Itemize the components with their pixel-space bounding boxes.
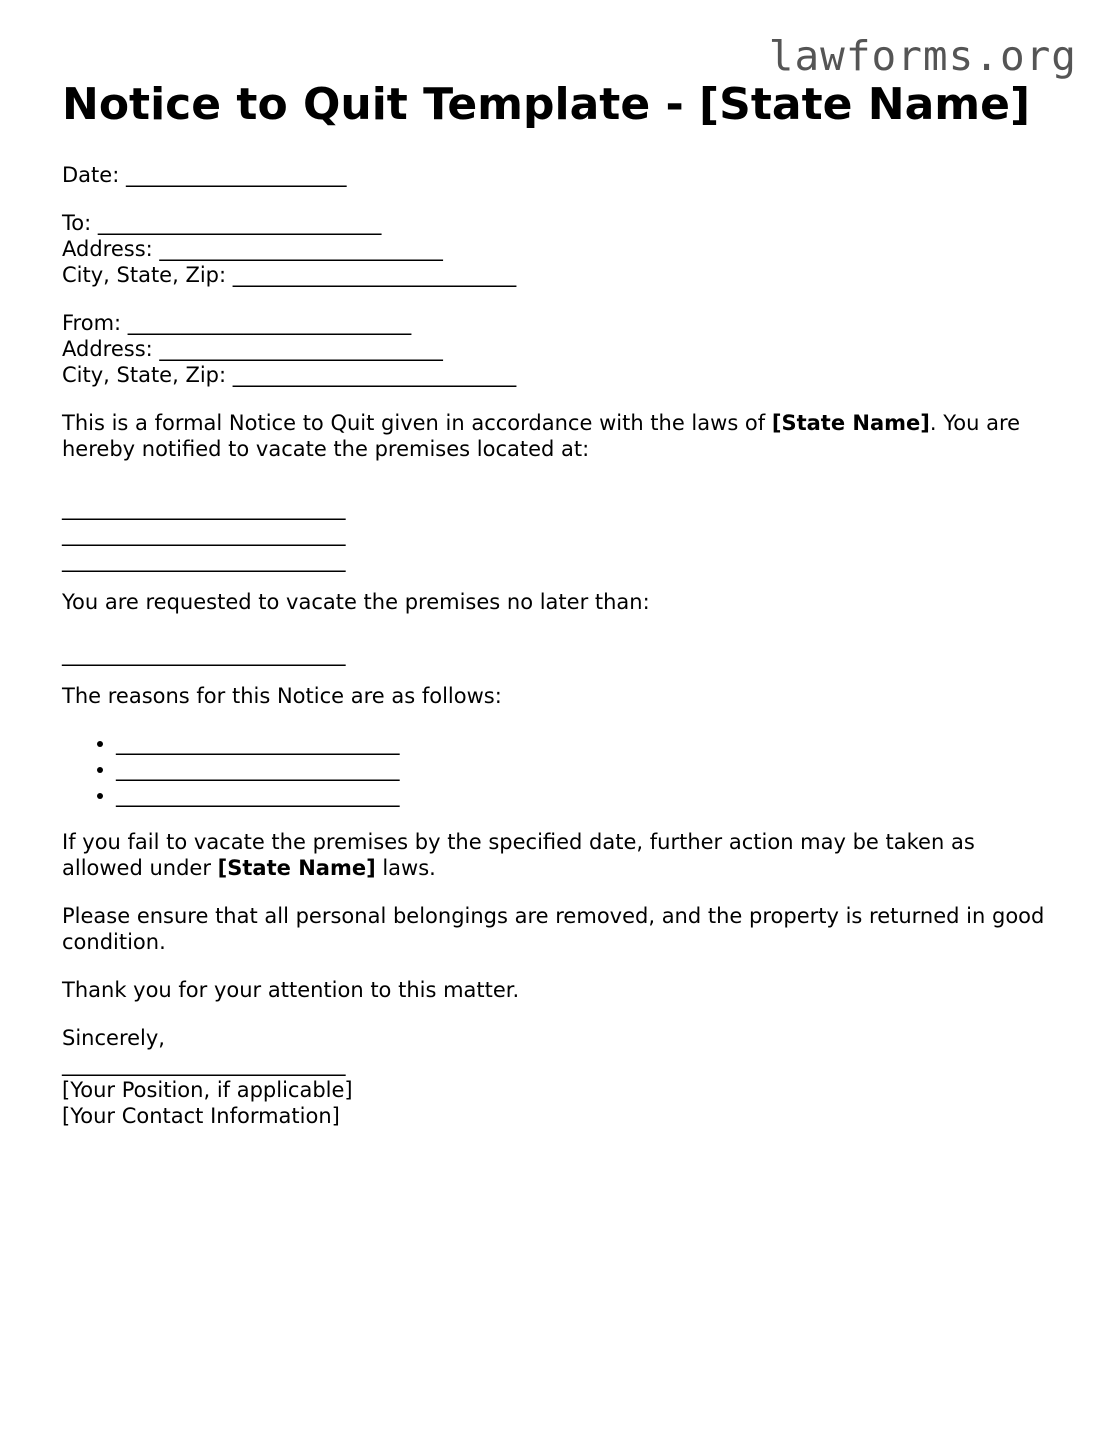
to-address-line: Address: ___________________________ xyxy=(62,237,443,261)
intro-state-name: [State Name] xyxy=(771,411,930,435)
fail-text-before: If you fail to vacate the premises by the specified date, further action may be taken as allowed under xyxy=(62,830,975,880)
document-body xyxy=(62,132,1052,1129)
signature-block xyxy=(62,1051,1052,1129)
list-item: • ___________________________ xyxy=(116,782,1052,808)
premises-lines xyxy=(62,495,1052,573)
to-city-line: City, State, Zip: ___________________________ xyxy=(62,263,517,287)
from-block xyxy=(62,310,1052,388)
list-item: • ___________________________ xyxy=(116,730,1052,756)
watermark-logo: lawforms.org xyxy=(768,32,1077,80)
vacate-by-text: You are requested to vacate the premises no later than: xyxy=(62,590,650,614)
premises-line: ___________________________ xyxy=(62,522,346,546)
contact-line: [Your Contact Information] xyxy=(62,1104,340,1128)
thanks-line: Thank you for your attention to this matter. xyxy=(62,978,520,1002)
to-block xyxy=(62,210,1052,288)
belongings-paragraph: Please ensure that all personal belongings are removed, and the property is returned in good condition. xyxy=(62,904,1045,954)
vacate-date-line: ___________________________ xyxy=(62,642,346,666)
from-address-line: Address: ___________________________ xyxy=(62,337,443,361)
from-name-line: From: ___________________________ xyxy=(62,311,412,335)
intro-text-after: . You are hereby notified to vacate the premises located at: xyxy=(62,411,1021,461)
fail-paragraph xyxy=(62,829,1052,881)
page-title: Notice to Quit Template - [State Name] xyxy=(62,79,1031,130)
fail-text-after: laws. xyxy=(375,856,436,880)
premises-line: ___________________________ xyxy=(62,496,346,520)
reasons-heading: The reasons for this Notice are as follows: xyxy=(62,684,502,708)
intro-text-before: This is a formal Notice to Quit given in accordance with the laws of xyxy=(62,411,772,435)
from-city-line: City, State, Zip: ___________________________ xyxy=(62,363,517,387)
signature-line: ___________________________ xyxy=(62,1052,346,1076)
date-line: Date: _____________________ xyxy=(62,163,347,187)
reasons-list xyxy=(62,730,1052,808)
position-line: [Your Position, if applicable] xyxy=(62,1078,353,1102)
closing-line: Sincerely, xyxy=(62,1026,165,1050)
fail-state-name: [State Name] xyxy=(217,856,376,880)
document-page xyxy=(62,78,1052,1129)
to-name-line: To: ___________________________ xyxy=(62,211,382,235)
intro-paragraph xyxy=(62,410,1052,462)
list-item: • ___________________________ xyxy=(116,756,1052,782)
premises-line: ___________________________ xyxy=(62,548,346,572)
